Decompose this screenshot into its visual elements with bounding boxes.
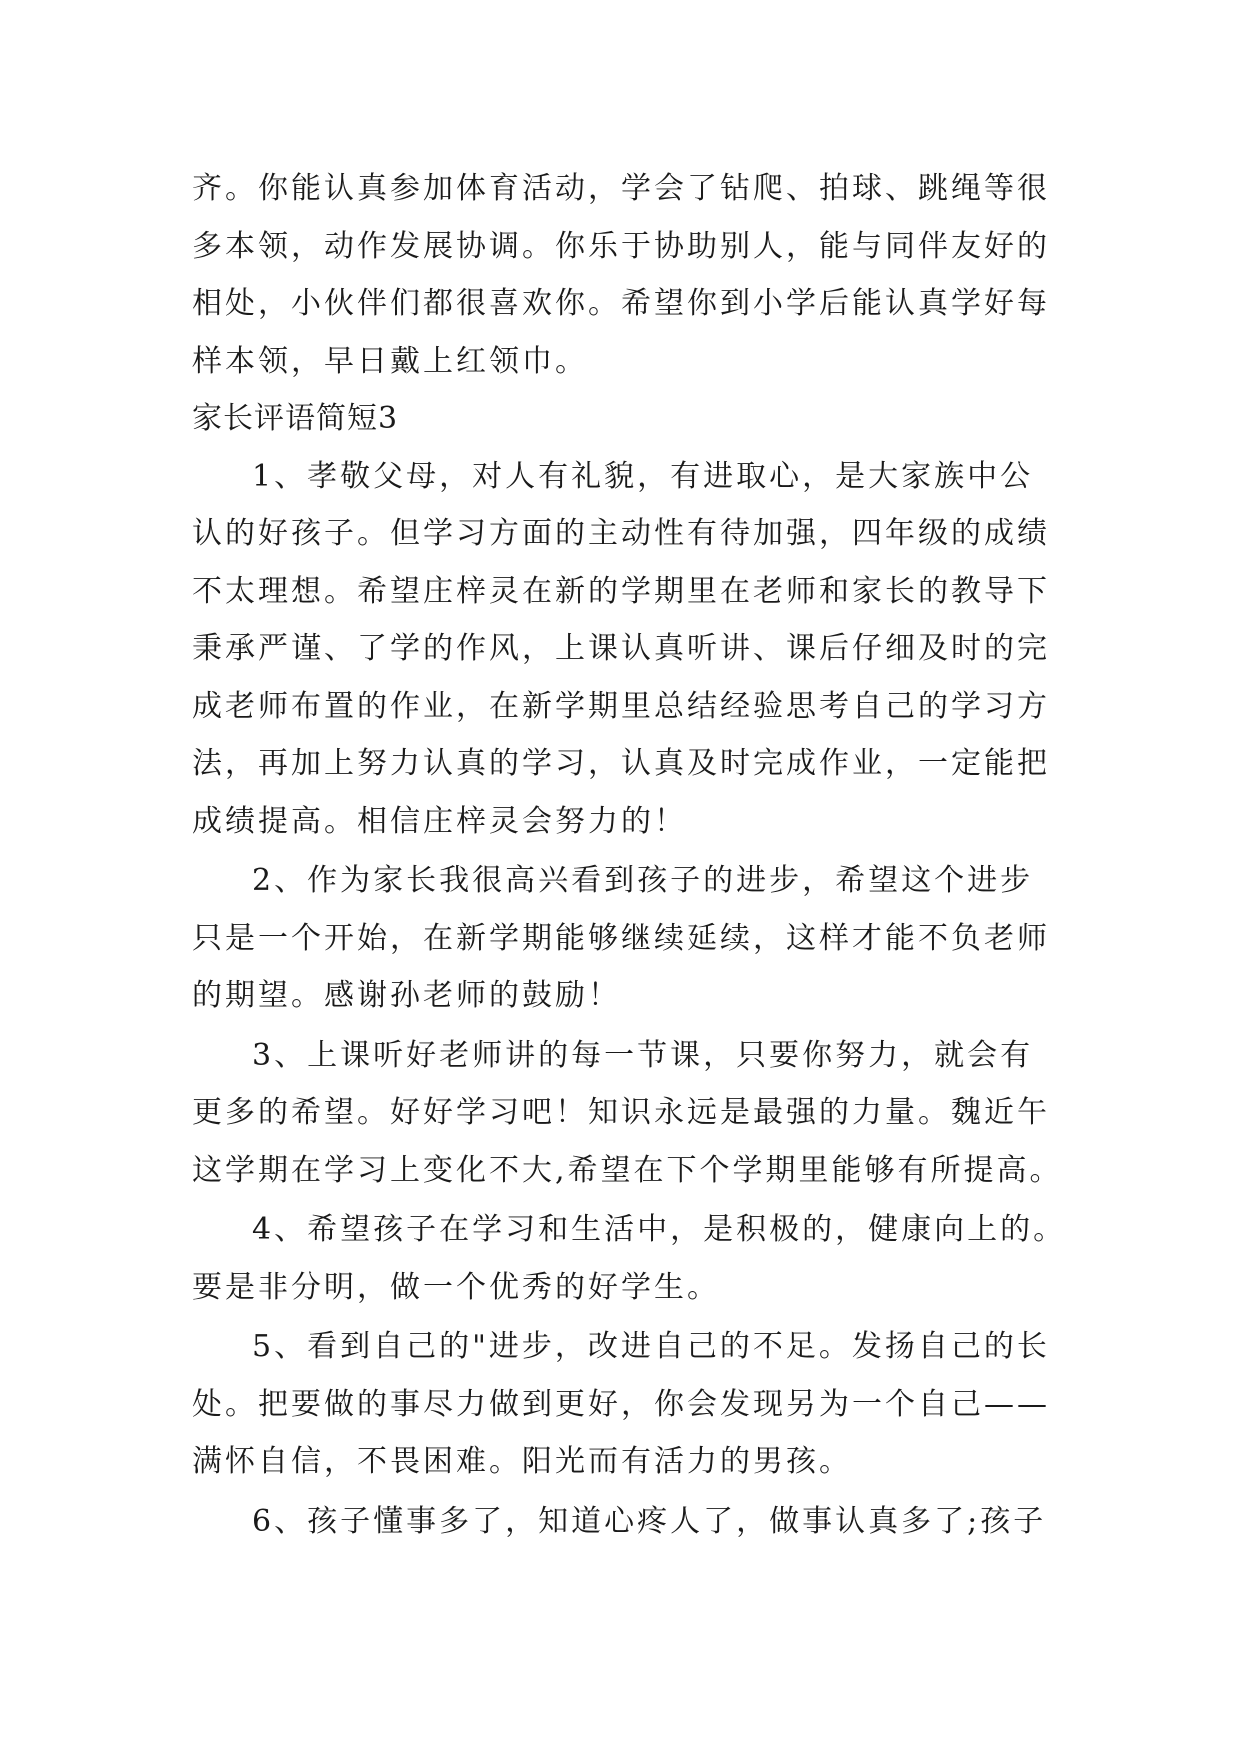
text-line: 相处，小伙伴们都很喜欢你。希望你到小学后能认真学好每	[192, 286, 1050, 321]
text-line: 多本领，动作发展协调。你乐于协助别人，能与同伴友好的	[192, 228, 1050, 264]
text-line: 法，再加上努力认真的学习，认真及时完成作业，一定能把	[192, 746, 1050, 781]
list-item-4	[192, 1201, 1067, 1316]
list-item-3	[192, 1027, 1063, 1200]
text-line: 3、上课听好老师讲的每一节课，只要你努力，就会有	[252, 1037, 1034, 1073]
text-line: 6、孩子懂事多了，知道心疼人了，做事认真多了;孩子	[252, 1503, 1047, 1539]
text-line: 认的好孩子。但学习方面的主动性有待加强，四年级的成绩	[192, 516, 1050, 551]
document-body	[192, 160, 1067, 1550]
text-line: 成绩提高。相信庄梓灵会努力的！	[192, 803, 687, 839]
text-line: 1、孝敬父母，对人有礼貌，有进取心，是大家族中公	[252, 458, 1034, 494]
text-line: 的期望。感谢孙老师的鼓励！	[192, 978, 621, 1013]
text-line: 成老师布置的作业，在新学期里总结经验思考自己的学习方	[192, 688, 1050, 724]
text-line: 5、看到自己的"进步，改进自己的不足。发扬自己的长	[252, 1329, 1050, 1364]
list-item-6	[192, 1493, 1052, 1551]
text-line: 样本领，早日戴上红领巾。	[192, 343, 588, 379]
text-line: 4、希望孩子在学习和生活中，是积极的，健康向上的。	[252, 1212, 1067, 1247]
text-line: 要是非分明，做一个优秀的好学生。	[192, 1269, 720, 1305]
text-line: 齐。你能认真参加体育活动，学会了钻爬、拍球、跳绳等很	[192, 171, 1050, 206]
list-item-5	[192, 1318, 1052, 1491]
text-line: 只是一个开始，在新学期能够继续延续，这样才能不负老师	[192, 920, 1050, 956]
text-line: 不太理想。希望庄梓灵在新的学期里在老师和家长的教导下	[192, 573, 1050, 609]
text-line: 处。把要做的事尽力做到更好，你会发现另为一个自己——	[192, 1386, 1050, 1422]
text-line: 秉承严谨、了学的作风，上课认真听讲、课后仔细及时的完	[192, 631, 1050, 666]
list-item-1	[192, 448, 1052, 851]
text-line: 2、作为家长我很高兴看到孩子的进步，希望这个进步	[252, 863, 1034, 898]
section-heading: 家长评语简短3	[192, 401, 399, 436]
text-line: 这学期在学习上变化不大,希望在下个学期里能够有所提高。	[192, 1152, 1063, 1188]
text-line: 更多的希望。好好学习吧！知识永远是最强的力量。魏近午	[192, 1095, 1050, 1130]
text-line: 满怀自信，不畏困难。阳光而有活力的男孩。	[192, 1444, 852, 1479]
list-item-2	[192, 852, 1052, 1025]
paragraph-continuation	[192, 160, 1052, 390]
